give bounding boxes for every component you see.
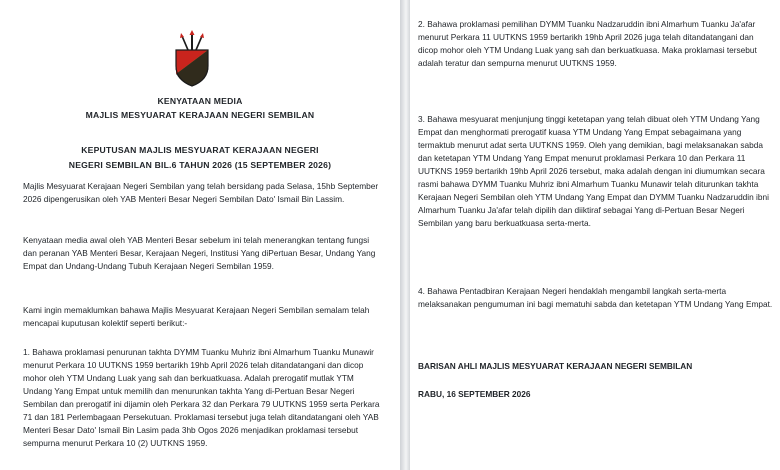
media-statement-title: KENYATAAN MEDIA xyxy=(157,96,243,106)
statement-date: RABU, 16 SEPTEMBER 2026 xyxy=(418,389,531,399)
signoff-council-members: BARISAN AHLI MAJLIS MESYUARAT KERAJAAN NEGERI SEMBILAN xyxy=(418,361,693,371)
paragraph-meeting-info: Majlis Mesyuarat Kerajaan Negeri Sembilan yang telah bersidang pada Selasa, 15hb September 2026 dipengerusikan oleh YAB Menteri Besar Negeri Sembilan Dato' Ismail Bin Lassim. xyxy=(23,181,379,204)
meeting-reference-subtitle: NEGERI SEMBILAN BIL.6 TAHUN 2026 (15 SEPTEMBER 2026) xyxy=(68,160,332,170)
council-name-title: MAJLIS MESYUARAT KERAJAAN NEGERI SEMBILAN xyxy=(85,110,315,120)
page-divider xyxy=(400,0,410,470)
paragraph-point-3: 3. Bahawa mesyuarat menjunjung tinggi ketetapan yang telah dibuat oleh YTM Undang Yang Empat dan menghormati prerogatif kuasa YTM Undang Yang Empat sebagaimana yang termaktub menurut adat serta UUTKNS 1959. Oleh yang demikian, bagi melaksanakan sabda dan ketetapan YTM Undang Yang Empat menurut proklamasi Perkara 10 dan Perkara 11 UUTKNS 1959 bertarikh 19hb April 2026 tersebut, maka adalah dengan ini diumumkan secara rasmi bahawa DYMM Tuanku Muhriz ibni Almarhum Tuanku Munawir telah diturunkan takhta Kerajaan Negeri Sembilan oleh YTM Undang Yang Empat dan DYMM Tuanku Nadzaruddin ibni Almarhum Tuanku Ja'afar telah dipilih dan diiktiraf sebagai Yang di-Pertuan Besar Negeri Sembilan yang baru berkuatkuasa serta-merta. xyxy=(418,114,769,228)
right-page xyxy=(410,0,780,470)
decision-subtitle: KEPUTUSAN MAJLIS MESYUARAT KERAJAAN NEGERI xyxy=(81,145,319,155)
paragraph-point-4: 4. Bahawa Pentadbiran Kerajaan Negeri hendaklah mengambil langkah serta-merta melaksanakan pengumuman ini bagi mematuhi sabda dan ketetapan YTM Undang Yang Empat. xyxy=(418,286,773,309)
paragraph-collective-decision: Kami ingin memaklumkan bahawa Majlis Mesyuarat Kerajaan Negeri Sembilan semalam telah mencapai kuputusan kolektif seperti berikut:- xyxy=(23,305,370,328)
paragraph-point-1: 1. Bahawa proklamasi penurunan takhta DYMM Tuanku Muhriz ibni Almarhum Tuanku Munawir menurut Perkara 10 UUTKNS 1959 bertarikh 19hb April 2026 telah ditandatangani dan dicop mohor oleh YTM Undang Luak yang sah dan berkuatkuasa. Adalah prerogatif mutlak YTM Undang Yang Empat untuk memilih dan menurunkan takhta Yang di-Pertuan Besar Negeri Sembilan dan prerogatif ini dijamin oleh Perkara 32 dan Perkara 79 UUTKNS 1959 serta Perkara 71 dan 181 Perlembagaan Persekutuan. Proklamasi tersebut juga telah ditandatangani oleh YAB Menteri Besar Dato' Ismail Bin Lasim pada 3hb Ogos 2026 menjadikan proklamasi tersebut sempurna menurut Perkara 10 (2) UUTKNS 1959. xyxy=(23,347,380,448)
paragraph-point-2: 2. Bahawa proklamasi pemilihan DYMM Tuanku Nadzaruddin ibni Almarhum Tuanku Ja'afar menurut Perkara 11 UUTKNS 1959 bertarikh 19hb April 2026 juga telah ditandatangani dan dicop mohor oleh YTM Undang Luak yang sah dan berkuatkuasa. Maka proklamasi tersebut adalah teratur dan sempurna menurut UUTKNS 1959. xyxy=(418,19,757,68)
paragraph-previous-statement: Kenyataan media awal oleh YAB Menteri Besar sebelum ini telah menerangkan tentang fungsi dan peranan YAB Menteri Besar, Kerajaan Negeri, Institusi Yang diPertuan Besar, Undang Yang Empat dan Undang-Undang Tubuh Kerajaan Negeri Sembilan 1959. xyxy=(23,235,376,271)
negeri-sembilan-coat-of-arms-icon xyxy=(170,30,214,88)
